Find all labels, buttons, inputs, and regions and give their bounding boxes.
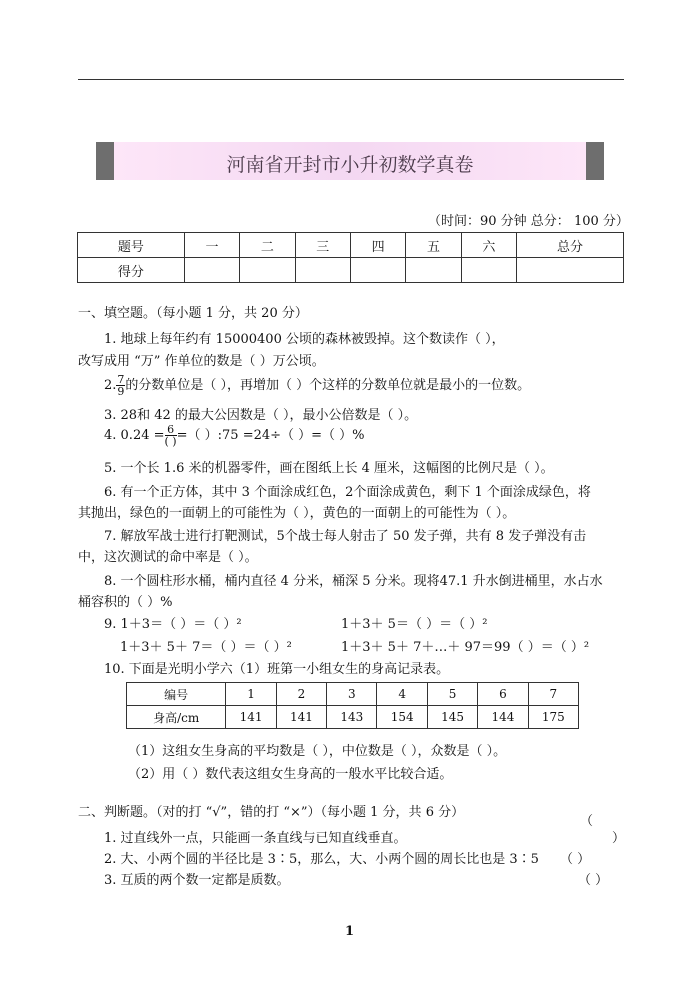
question-9c: 1＋3＋ 5＋ 7＝（ ）＝（ ）² [120,640,292,655]
height-table-id-row [127,683,579,706]
table-cell: 二 [240,233,295,258]
table-cell: 总分 [517,233,624,258]
table-cell: 四 [350,233,405,258]
judge-question-1: 1. 过直线外一点，只能画一条直线与已知直线垂直。 [104,831,407,846]
fraction-denominator: 9 [117,385,125,398]
question-9b: 1＋3＋ 5＝（ ）＝（ ）² [341,617,488,632]
score-input-cell[interactable] [184,258,239,283]
question-2-prefix: 2. [104,378,117,393]
table-cell: 6 [478,683,528,706]
title-banner [96,142,604,180]
score-input-cell[interactable] [406,258,461,283]
table-cell: 六 [461,233,516,258]
question-9d: 1＋3＋ 5＋ 7＋…＋ 97＝99（ ）＝（ ）² [341,640,590,655]
table-cell: 7 [528,683,578,706]
page-title: 河南省开封市小升初数学真卷 [226,154,474,176]
question-8b: 桶容积的（ ）% [78,595,173,610]
table-cell: 题号 [78,233,185,258]
table-cell: 144 [478,706,528,729]
fraction-numerator: 7 [117,373,125,386]
question-2 [104,374,530,397]
score-table [77,232,624,283]
question-4-text: =（ ）:75 =24÷（ ）=（ ）% [176,428,365,443]
judge-1-paren-close[interactable]: ） [612,831,626,846]
judge-2-paren[interactable]: （ ） [560,852,591,867]
table-cell: 身高/cm [127,706,226,729]
question-1a: 1. 地球上每年约有 15000400 公顷的森林被毁掉。这个数读作（ ）， [104,332,505,347]
table-cell: 143 [327,706,377,729]
question-10-2: （2）用（ ）数代表这组女生身高的一般水平比较合适。 [128,767,453,782]
fraction-numerator: 6 [165,424,177,436]
table-cell: 1 [226,683,276,706]
section1-heading: 一、填空题。（每小题 1 分，共 20 分） [78,306,308,321]
question-1b: 改写成用 “万” 作单位的数是（ ）万公顷。 [78,354,325,369]
top-rule [78,79,624,80]
exam-info: （时间：90 分钟 总分： 100 分） [428,214,629,229]
question-4-prefix: 4. 0.24 = [104,428,165,443]
score-table-header-row [78,233,624,258]
question-2-text: 的分数单位是（ ），再增加（ ）个这样的分数单位就是最小的一位数。 [125,378,531,393]
table-cell: 154 [377,706,427,729]
question-6a: 6. 有一个正方体，其中 3 个面涂成红色，2个面涂成黄色，剩下 1 个面涂成绿色，将 [104,485,591,500]
fraction-denominator: ( ) [164,435,177,448]
table-cell: 141 [276,706,326,729]
question-6b: 其抛出，绿色的一面朝上的可能性为（ ），黄色的一面朝上的可能性为（ ）。 [78,506,516,521]
table-cell: 3 [327,683,377,706]
table-cell: 175 [528,706,578,729]
score-input-cell[interactable] [295,258,350,283]
score-input-cell[interactable] [517,258,624,283]
table-cell: 141 [226,706,276,729]
section2-heading: 二、判断题。（对的打 “√”，错的打 “×”）（每小题 1 分，共 6 分） [78,805,465,820]
question-5: 5. 一个长 1.6 米的机器零件，画在图纸上长 4 厘米，这幅图的比例尺是（ ）。 [104,461,554,476]
question-10-1: （1）这组女生身高的平均数是（ ），中位数是（ ），众数是（ ）。 [128,744,507,759]
question-4 [104,424,365,447]
judge-question-3: 3. 互质的两个数一定都是质数。 [104,873,290,888]
question-10: 10. 下面是光明小学六（1）班第一小组女生的身高记录表。 [104,662,450,677]
height-table [126,682,579,729]
question-9a: 9. 1＋3＝（ ）＝（ ）² [104,617,242,632]
judge-question-2: 2. 大、小两个圆的半径比是 3∶5，那么，大、小两个圆的周长比也是 3∶5 [104,852,539,867]
score-input-cell[interactable] [240,258,295,283]
question-7b: 中，这次测试的命中率是（ ）。 [78,550,258,565]
table-cell: 一 [184,233,239,258]
table-cell: 编号 [127,683,226,706]
table-cell: 得分 [78,258,185,283]
table-cell: 五 [406,233,461,258]
judge-3-paren[interactable]: （ ） [578,873,609,888]
table-cell: 5 [427,683,477,706]
table-cell: 4 [377,683,427,706]
height-table-value-row [127,706,579,729]
score-input-cell[interactable] [350,258,405,283]
question-3: 3. 28和 42 的最大公因数是（ ），最小公倍数是（ ）。 [104,408,418,423]
page-number: 1 [344,924,355,939]
question-8a: 8. 一个圆柱形水桶，桶内直径 4 分米，桶深 5 分米。现将47.1 升水倒进桶里，水占水 [104,574,603,589]
score-table-score-row [78,258,624,283]
fraction [165,424,177,447]
score-input-cell[interactable] [461,258,516,283]
judge-1-paren-open[interactable]: （ [580,814,594,829]
table-cell: 2 [276,683,326,706]
table-cell: 145 [427,706,477,729]
question-7a: 7. 解放军战士进行打靶测试，5个战士每人射击了 50 发子弹，共有 8 发子弹没有击 [104,529,587,544]
table-cell: 三 [295,233,350,258]
